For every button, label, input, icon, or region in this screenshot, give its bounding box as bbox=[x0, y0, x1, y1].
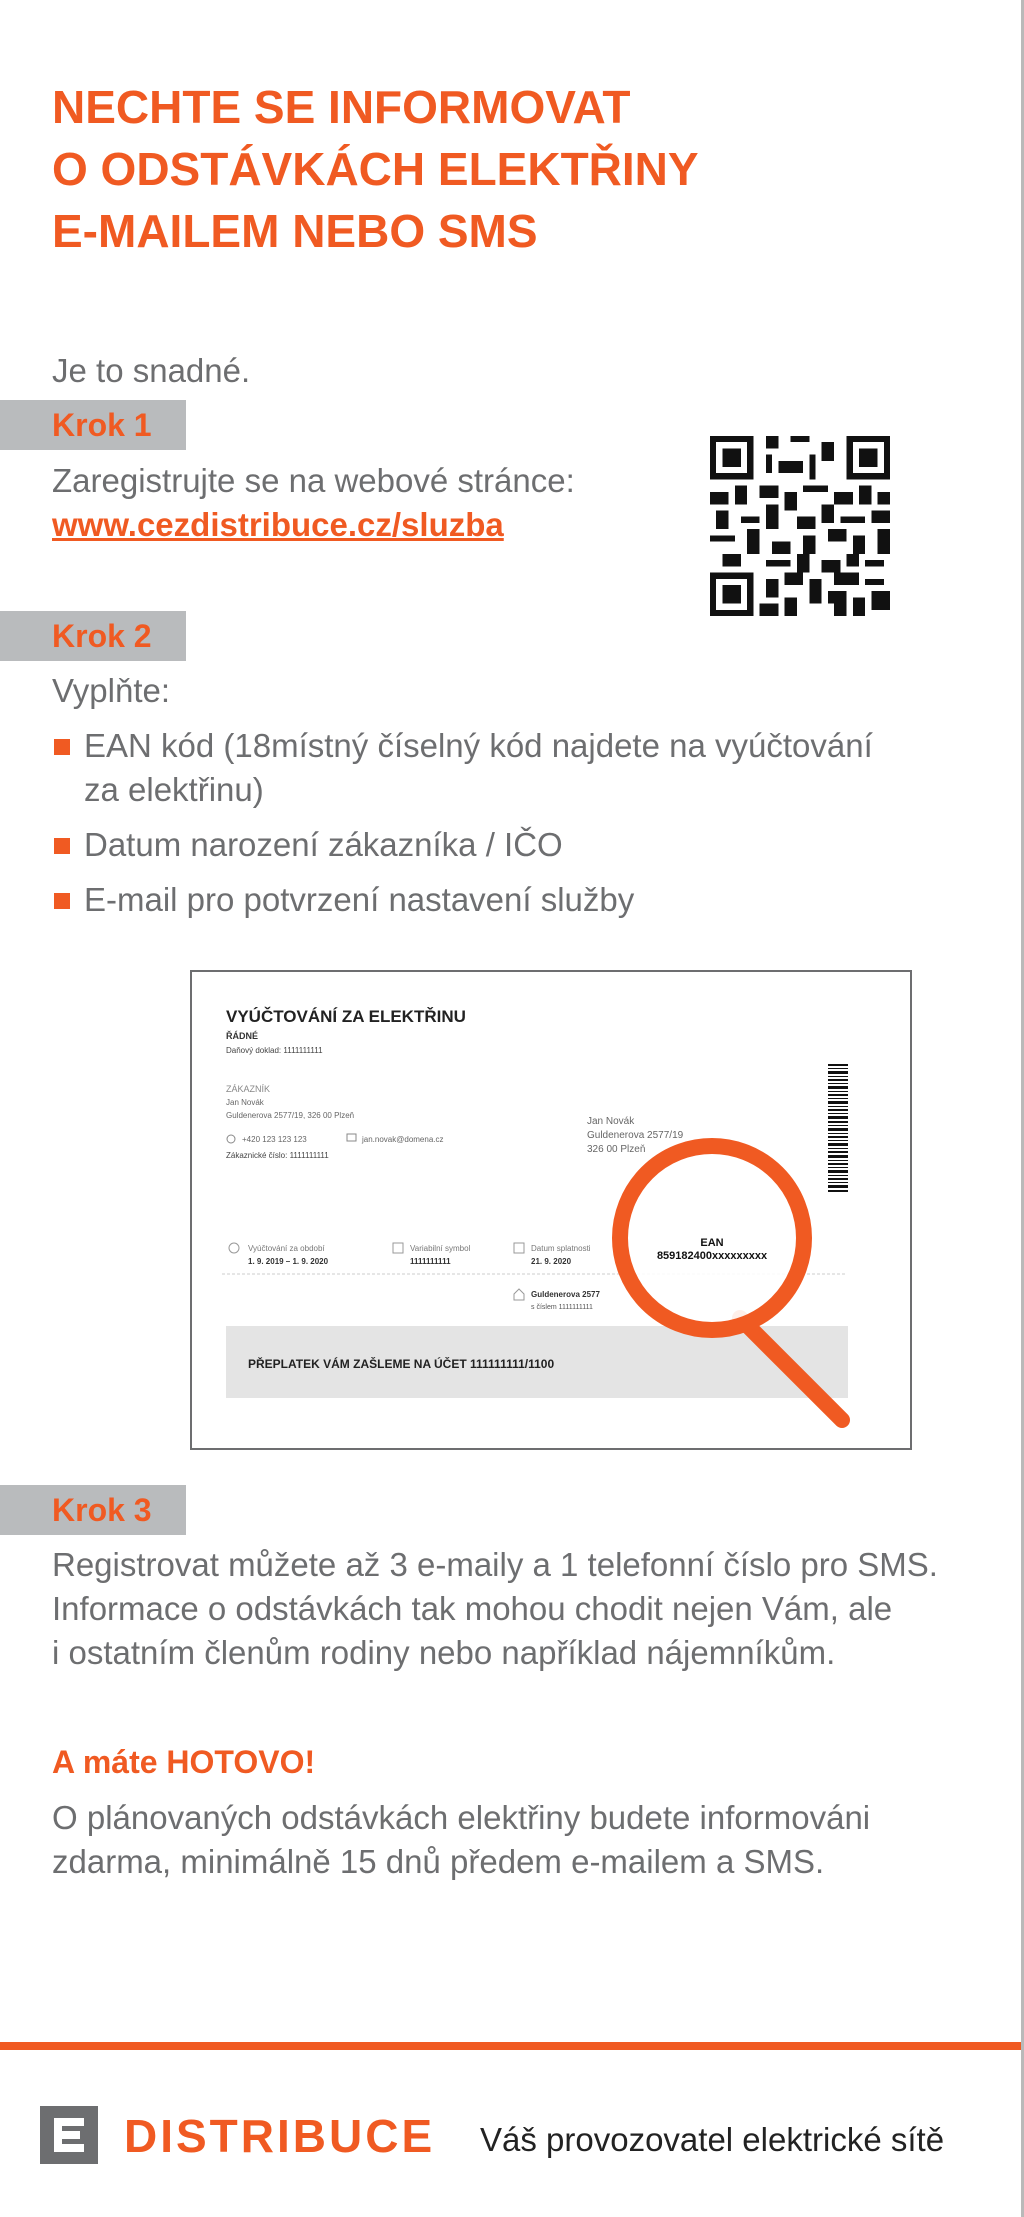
list-item-text: EAN kód (18místný číselný kód najdete na vyúčtování bbox=[84, 727, 873, 764]
list-item bbox=[52, 878, 952, 922]
invoice-customer-name: Jan Novák bbox=[226, 1098, 264, 1107]
cez-logo-icon bbox=[40, 2106, 98, 2164]
list-item-text: E-mail pro potvrzení nastavení služby bbox=[84, 881, 635, 918]
step-1-text: Zaregistrujte se na webové stránce: bbox=[52, 462, 575, 499]
calendar-icon bbox=[229, 1243, 239, 1253]
invoice-period-value: 1. 9. 2019 – 1. 9. 2020 bbox=[248, 1257, 329, 1266]
invoice-place-value: s číslem 1111111111 bbox=[531, 1304, 593, 1311]
list-item-text: za elektřinu) bbox=[84, 771, 264, 808]
invoice-due-label: Datum splatnosti bbox=[531, 1244, 591, 1253]
bullet-icon bbox=[54, 893, 70, 909]
barcode-icon bbox=[828, 1064, 848, 1192]
invoice-overpay: PŘEPLATEK VÁM ZAŠLEME NA ÚČET 111111111/1100 bbox=[248, 1357, 555, 1371]
date-icon bbox=[514, 1243, 524, 1253]
step-3-line-3: i ostatním členům rodiny nebo například nájemníkům. bbox=[52, 1634, 836, 1671]
invoice-customer-email: jan.novak@domena.cz bbox=[362, 1135, 444, 1144]
step-2-label: Krok 2 bbox=[0, 611, 186, 661]
title-line-2: O ODSTÁVKÁCH ELEKTŘINY bbox=[52, 143, 699, 195]
invoice-subtitle: ŘÁDNÉ bbox=[226, 1031, 259, 1041]
invoice-customer-head: ZÁKAZNÍK bbox=[226, 1084, 271, 1094]
step-3-label: Krok 3 bbox=[0, 1485, 186, 1535]
step-3-line-2: Informace o odstávkách tak mohou chodit nejen Vám, ale bbox=[52, 1590, 893, 1627]
phone-icon bbox=[227, 1135, 235, 1143]
step-3-line-1: Registrovat můžete až 3 e-maily a 1 telefonní číslo pro SMS. bbox=[52, 1546, 938, 1583]
page-title bbox=[52, 76, 952, 262]
list-item bbox=[52, 724, 952, 812]
invoice-customer-phone: +420 123 123 123 bbox=[242, 1135, 307, 1144]
invoice-recipient-addr1: Guldenerova 2577/19 bbox=[587, 1130, 684, 1141]
invoice-customer-no: Zákaznické číslo: 1111111111 bbox=[226, 1151, 329, 1160]
list-item bbox=[52, 823, 952, 867]
list-item-text: Datum narození zákazníka / IČO bbox=[84, 826, 563, 863]
ean-value: 859182400xxxxxxxxx bbox=[656, 1250, 768, 1262]
email-icon bbox=[347, 1134, 356, 1141]
home-icon bbox=[514, 1289, 524, 1300]
required-fields-list bbox=[52, 724, 952, 933]
step-2-text: Vyplňte: bbox=[52, 672, 171, 709]
invoice-doc-label: Daňový doklad: 1111111111 bbox=[226, 1046, 323, 1055]
bullet-icon bbox=[54, 739, 70, 755]
qr-code[interactable] bbox=[710, 436, 890, 616]
invoice-customer-addr: Guldenerova 2577/19, 326 00 Plzeň bbox=[226, 1111, 355, 1120]
logo-text: DISTRIBUCE bbox=[124, 2110, 436, 2162]
bullet-icon bbox=[54, 838, 70, 854]
done-title: A máte HOTOVO! bbox=[52, 1744, 316, 1780]
step-1-label: Krok 1 bbox=[0, 400, 186, 450]
invoice-title: VYÚČTOVÁNÍ ZA ELEKTŘINU bbox=[226, 1007, 466, 1026]
invoice-place-label: Guldenerova 2577 bbox=[531, 1290, 600, 1299]
invoice-period-label: Vyúčtování za období bbox=[248, 1244, 325, 1253]
intro-text: Je to snadné. bbox=[52, 352, 251, 389]
invoice-recipient-name: Jan Novák bbox=[587, 1116, 635, 1127]
ean-label: EAN bbox=[700, 1237, 724, 1249]
invoice-drawing bbox=[192, 972, 910, 1448]
tagline: Váš provozovatel elektrické sítě bbox=[480, 2121, 945, 2158]
footer-divider bbox=[0, 2042, 1021, 2050]
invoice-illustration bbox=[190, 970, 912, 1450]
registration-link[interactable]: www.cezdistribuce.cz/sluzba bbox=[52, 506, 504, 543]
done-line-2: zdarma, minimálně 15 dnů předem e-mailem a SMS. bbox=[52, 1843, 825, 1880]
invoice-recipient-addr2: 326 00 Plzeň bbox=[587, 1144, 646, 1155]
done-line-1: O plánovaných odstávkách elektřiny budete informováni bbox=[52, 1799, 871, 1836]
title-line-3: E-MAILEM NEBO SMS bbox=[52, 205, 538, 257]
invoice-vs-value: 1111111111 bbox=[410, 1257, 451, 1266]
symbol-icon bbox=[393, 1243, 403, 1253]
invoice-due-value: 21. 9. 2020 bbox=[531, 1257, 572, 1266]
title-line-1: NECHTE SE INFORMOVAT bbox=[52, 81, 631, 133]
invoice-vs-label: Variabilní symbol bbox=[410, 1244, 471, 1253]
